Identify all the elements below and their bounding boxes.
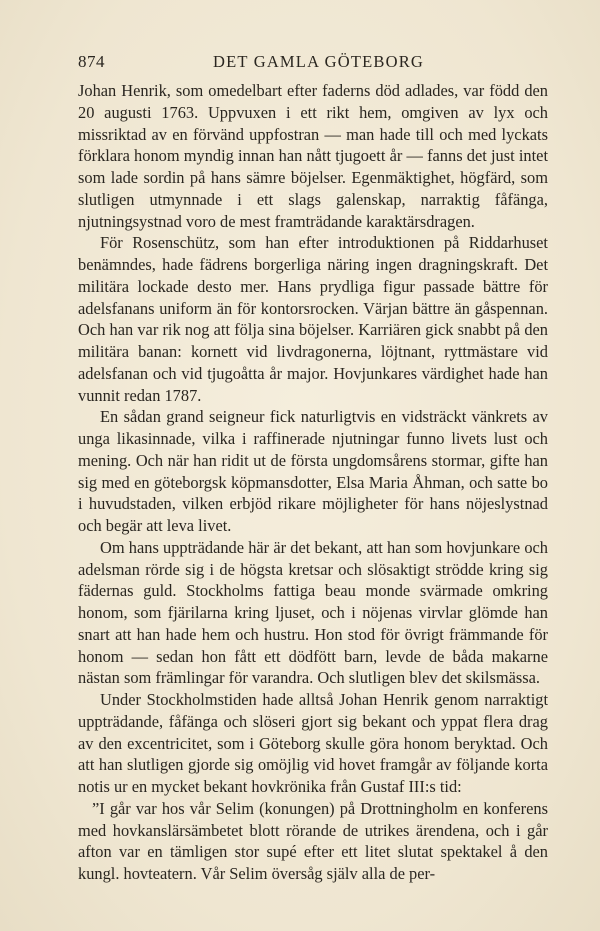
paragraph: Om hans uppträdande här är det bekant, att han som hovjunkare och adelsman rörde sig i de högsta kretsar och slösaktigt strödde kring sig fädernas guld. Stockholms fattiga beau monde svärmade omkring honom, som fjärilarna kring ljuset, och i nöjenas virvlar glömde han snart att han hade hem och hustru. Hon stod för övrigt främmande för honom — sedan hon fått ett dödfött barn, levde de båda makarne nästan som främlingar för varandra. Och slutligen blev det skilsmässa. <box>78 537 548 688</box>
quotation-paragraph: ”I går var hos vår Selim (konungen) på Drottningholm en konferens med hovkanslärsämbetet blott rörande de utrikes ärendena, och i går afton var en tämligen stor supé efter ett litet slutat spektakel å den kungl. hovteatern. Vår Selim översåg själv alla de per- <box>78 798 548 883</box>
page-header <box>78 52 548 74</box>
body-text <box>78 80 548 885</box>
running-head: DET GAMLA GÖTEBORG <box>213 52 425 71</box>
paragraph: Under Stockholmstiden hade alltså Johan Henrik genom narraktigt uppträdande, fåfänga och slöseri gjort sig bekant och yppat flera drag av den excentricitet, som i Göteborg skulle göra honom beryktad. Och att han slutligen gjorde sig omöjlig vid hovet framgår av följande korta notis ur en mycket bekant hovkrönika från Gustaf III:s tid: <box>78 690 548 796</box>
page-number: 874 <box>78 52 105 71</box>
paragraph: För Rosenschütz, som han efter introduktionen på Riddarhuset benämndes, hade fädrens borgerliga näring ingen dragningskraft. Det militära lockade desto mer. Hans prydliga figur passade bättre för adelsfanans uniform än för kontorsrocken. Värjan bättre än gåspennan. Och han var rik nog att följa sina böjelser. Karriären gick snabbt på den militära banan: kornett vid livdragonerna, löjtnant, ryttmästare vid adelsfanan och vid tjugoåtta år major. Hovjunkares värdighet hade han vunnit redan 1787. <box>78 233 548 405</box>
paragraph: En sådan grand seigneur fick naturligtvis en vidsträckt vänkrets av unga likasinnade, vilka i raffinerade njutningar funno livets lust och mening. Och när han ridit ut de första ungdomsårens stormar, gifte han sig med en göteborgsk köpmansdotter, Elsa Maria Åhman, och satte bo i huvudstaden, vilken erbjöd rikare möjligheter för hans nöjeslystnad och begär att leva livet. <box>78 407 548 535</box>
paragraph: Johan Henrik, som omedelbart efter faderns död adlades, var född den 20 augusti 1763. Uppvuxen i ett rikt hem, omgiven av lyx och missriktad av en förvänd uppfostran — man hade till och med lyckats förklara honom myndig innan han nått tjugoett år — fanns det just intet som lade sordin på hans sämre böjelser. Egenmäktighet, högfärd, som slutligen utmynnade i ett slags galenskap, narraktig fåfänga, njutningsystnad voro de mest framträdande karaktärsdragen. <box>78 81 548 231</box>
